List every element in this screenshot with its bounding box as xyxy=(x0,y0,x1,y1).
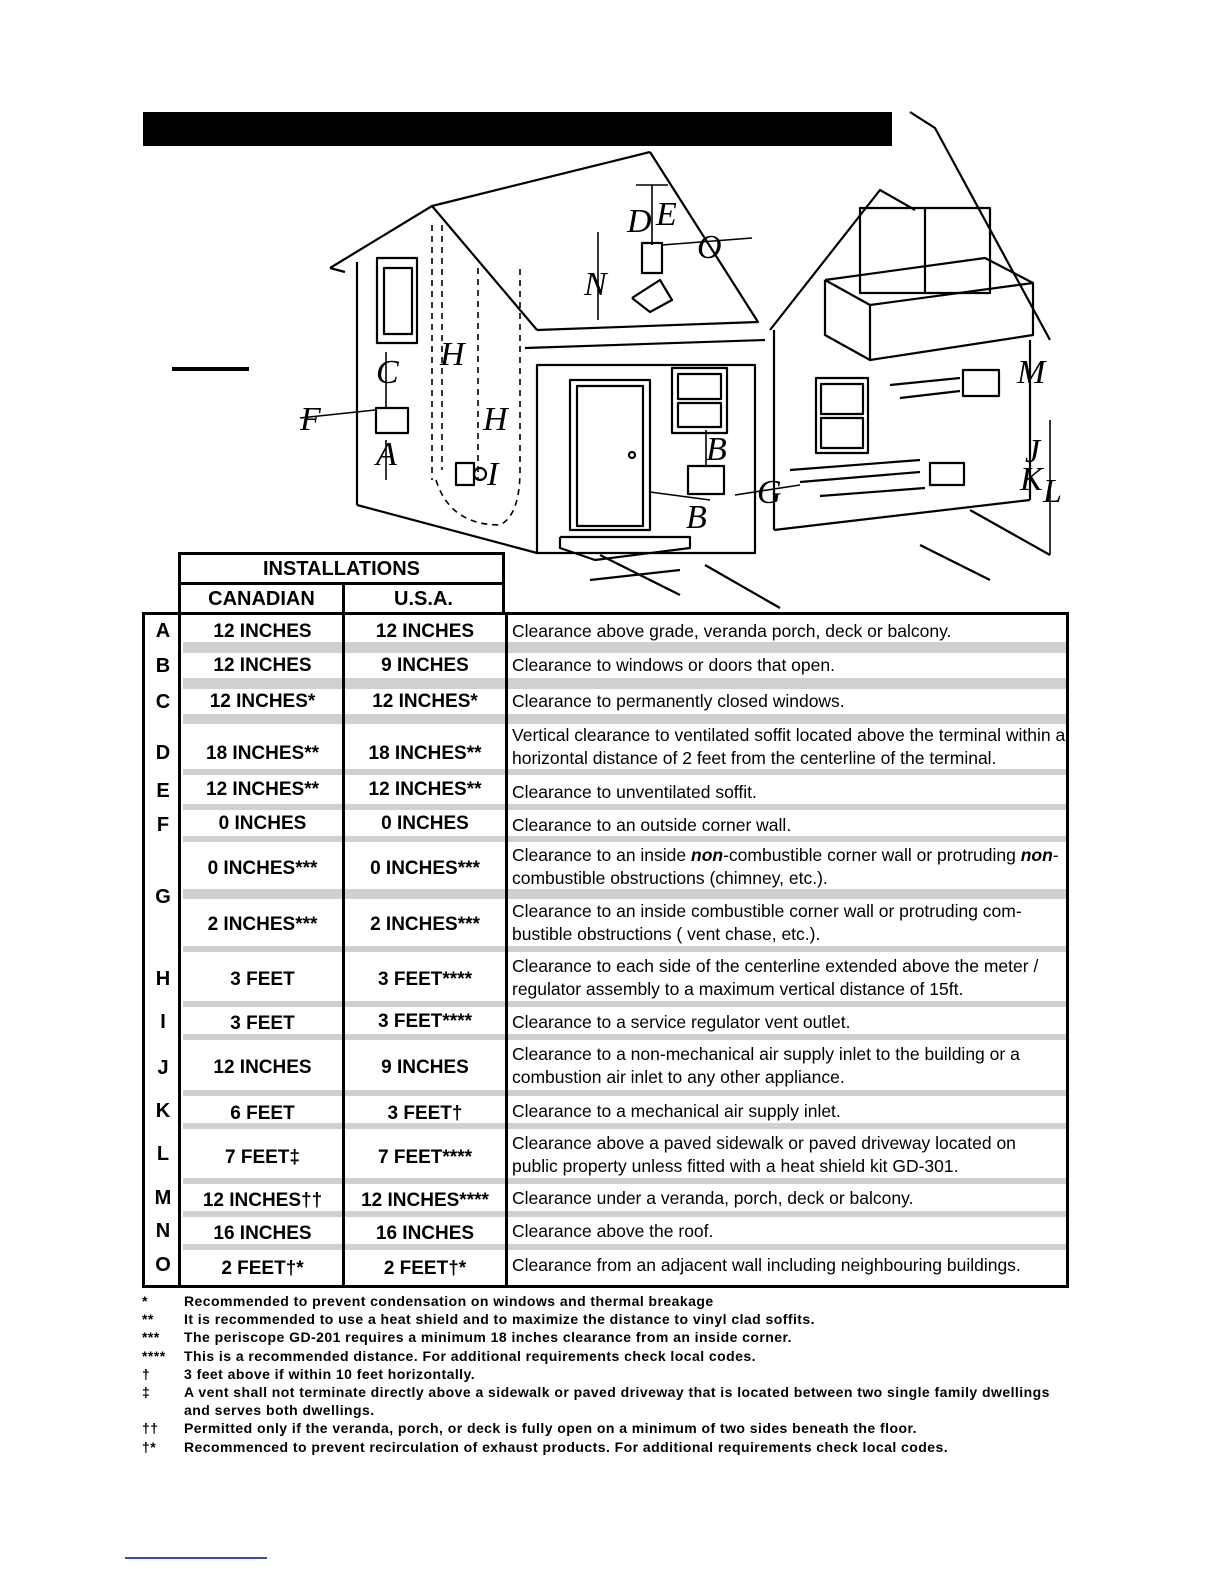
usa-value: 18 INCHES** xyxy=(368,742,482,764)
canadian-value: 12 INCHES xyxy=(213,655,312,676)
canadian-value: 7 FEET‡ xyxy=(225,1147,300,1168)
usa-value: 9 INCHES xyxy=(381,1057,469,1078)
footnote: ** It is recommended to use a heat shield and to maximize the distance to vinyl clad soffits. xyxy=(142,1311,815,1328)
label-l: L xyxy=(1043,473,1062,510)
table-row-i xyxy=(145,1007,1066,1040)
label-f: F xyxy=(300,401,321,438)
header-usa: U.S.A. xyxy=(342,582,505,615)
row-description: Clearance to unventilated soffit. xyxy=(512,781,757,802)
usa-value: 3 FEET**** xyxy=(378,969,472,990)
footnote: † 3 feet above if within 10 feet horizontally. xyxy=(142,1365,476,1382)
label-i: I xyxy=(487,456,499,493)
column-divider xyxy=(178,615,181,1285)
canadian-value: 12 INCHES* xyxy=(209,691,316,712)
canadian-value: 3 FEET xyxy=(230,969,295,990)
label-o: O xyxy=(697,229,722,266)
house-clearance-diagram xyxy=(270,108,1070,613)
row-letter: B xyxy=(155,654,171,677)
label-m: M xyxy=(1017,354,1046,391)
label-b-lower: B xyxy=(686,499,707,536)
row-description: Clearance to a service regulator vent outlet. xyxy=(512,1011,851,1032)
table-row-g xyxy=(145,842,1066,952)
footnote: **** This is a recommended distance. For additional requirements check local codes. xyxy=(142,1347,756,1364)
footnote: *** The periscope GD-201 requires a minimum 18 inches clearance from an inside corner. xyxy=(142,1329,793,1346)
label-c: C xyxy=(376,354,399,391)
table-row-l xyxy=(145,1129,1066,1184)
label-a: A xyxy=(376,436,397,473)
row-description: Clearance to an outside corner wall. xyxy=(512,814,792,835)
canadian-value: 12 INCHES xyxy=(213,620,312,642)
canadian-value: 2 INCHES*** xyxy=(207,914,318,935)
clearance-table xyxy=(142,612,1069,1288)
house-drawing xyxy=(270,108,1070,613)
row-letter: D xyxy=(155,742,171,764)
usa-value: 12 INCHES xyxy=(375,620,475,642)
table-row-n xyxy=(145,1217,1066,1250)
usa-value: 0 INCHES*** xyxy=(370,858,480,879)
canadian-value: 3 FEET xyxy=(230,1013,295,1034)
footnote: †* Recommenced to prevent recirculation of exhaust products. For additional requirements check local codes. xyxy=(142,1438,949,1455)
row-letter: J xyxy=(157,1056,169,1079)
usa-value: 16 INCHES xyxy=(375,1223,475,1244)
usa-value: 12 INCHES**** xyxy=(361,1190,489,1211)
row-description: Clearance under a veranda, porch, deck or balcony. xyxy=(512,1187,914,1208)
canadian-value: 6 FEET xyxy=(230,1102,295,1124)
row-description: Clearance to an inside combustible corner wall or protruding com-bustible obstructions ( vent chase, etc.). xyxy=(512,901,1022,944)
header-canadian: CANADIAN xyxy=(178,582,345,615)
usa-value: 0 INCHES xyxy=(381,813,469,834)
usa-value: 3 FEET† xyxy=(387,1102,463,1124)
row-letter: K xyxy=(155,1099,171,1122)
usa-value: 9 INCHES xyxy=(381,655,469,676)
row-description: Clearance to each side of the centerline extended above the meter / regulator assembly to a maximum vertical distance of 15ft. xyxy=(512,956,1039,999)
row-letter: O xyxy=(155,1253,171,1276)
bottom-rule xyxy=(125,1557,267,1559)
header-installations: INSTALLATIONS xyxy=(178,552,505,585)
row-letter: G xyxy=(155,885,171,908)
row-letter: C xyxy=(155,690,171,713)
label-j: J xyxy=(1025,433,1041,470)
table-row-k xyxy=(145,1096,1066,1129)
label-g: G xyxy=(757,474,782,511)
table-row-j xyxy=(145,1040,1066,1096)
row-description: Clearance to permanently closed windows. xyxy=(512,690,845,711)
row-letter: F xyxy=(156,813,170,836)
usa-value: 2 FEET†* xyxy=(383,1257,467,1279)
canadian-value: 12 INCHES** xyxy=(206,779,319,800)
canadian-value: 0 INCHES xyxy=(218,813,307,834)
table-row-e xyxy=(145,775,1066,810)
canadian-value: 16 INCHES xyxy=(213,1223,312,1244)
row-description: Clearance from an adjacent wall including neighbouring buildings. xyxy=(512,1254,1021,1275)
table-row-a xyxy=(145,615,1066,648)
canadian-value: 12 INCHES xyxy=(213,1057,312,1078)
row-description: Clearance to a mechanical air supply inlet. xyxy=(512,1100,841,1121)
row-description: Clearance above grade, veranda porch, deck or balcony. xyxy=(512,621,952,641)
row-description: Clearance above the roof. xyxy=(512,1220,714,1241)
row-letter: N xyxy=(155,1219,171,1242)
usa-value: 7 FEET**** xyxy=(378,1147,472,1168)
row-letter: L xyxy=(156,1142,170,1165)
usa-value: 12 INCHES** xyxy=(368,779,482,800)
side-rule xyxy=(172,367,249,371)
canadian-value: 2 FEET†* xyxy=(221,1257,304,1279)
label-k: K xyxy=(1020,461,1043,498)
label-h-lower: H xyxy=(483,401,508,438)
table-row-b xyxy=(145,648,1066,684)
row-description: Clearance above a paved sidewalk or paved driveway located on public property unless fitted with a heat shield kit GD-301. xyxy=(512,1133,1016,1176)
column-divider xyxy=(342,615,345,1285)
table-row-o xyxy=(145,1250,1066,1285)
usa-value: 2 INCHES*** xyxy=(370,914,480,935)
table-row-c xyxy=(145,684,1066,720)
usa-value: 3 FEET**** xyxy=(378,1011,472,1032)
row-letter: M xyxy=(154,1186,172,1209)
table-row-f xyxy=(145,810,1066,842)
usa-value: 12 INCHES* xyxy=(372,691,478,712)
table-row-m xyxy=(145,1184,1066,1217)
footnote: ‡ A vent shall not terminate directly above a sidewalk or paved driveway that is located between two single family dwellings and serves both dwellings. xyxy=(142,1384,1050,1419)
label-h-upper: H xyxy=(440,336,465,373)
row-letter: I xyxy=(160,1010,166,1033)
label-d: D xyxy=(627,203,652,240)
footnotes xyxy=(142,1292,1072,1456)
row-description: Clearance to a non-mechanical air supply inlet to the building or a combustion air inlet to any other appliance. xyxy=(512,1044,1020,1087)
label-b-upper: B xyxy=(706,431,727,468)
canadian-value: 12 INCHES†† xyxy=(202,1190,323,1211)
canadian-value: 0 INCHES*** xyxy=(207,858,318,879)
row-description: Clearance to windows or doors that open. xyxy=(512,654,835,675)
table-row-d xyxy=(145,720,1066,775)
label-e: E xyxy=(656,196,677,233)
row-letter: E xyxy=(156,780,170,802)
column-divider xyxy=(505,615,508,1285)
row-letter: A xyxy=(155,620,171,642)
table-row-h xyxy=(145,952,1066,1007)
footnote: * Recommended to prevent condensation on windows and thermal breakage xyxy=(142,1293,714,1309)
row-letter: H xyxy=(155,968,171,990)
row-description: Vertical clearance to ventilated soffit located above the terminal within a horizontal distance of 2 feet from the centerline of the terminal. xyxy=(512,725,1066,768)
footnote: †† Permitted only if the veranda, porch, or deck is fully open on a minimum of two sides beneath the floor. xyxy=(142,1420,917,1437)
label-n: N xyxy=(584,266,607,303)
row-description: Clearance to an inside non-combustible corner wall or protruding non-combustible obstructions (chimney, etc.). xyxy=(512,845,1059,888)
canadian-value: 18 INCHES** xyxy=(206,742,319,764)
